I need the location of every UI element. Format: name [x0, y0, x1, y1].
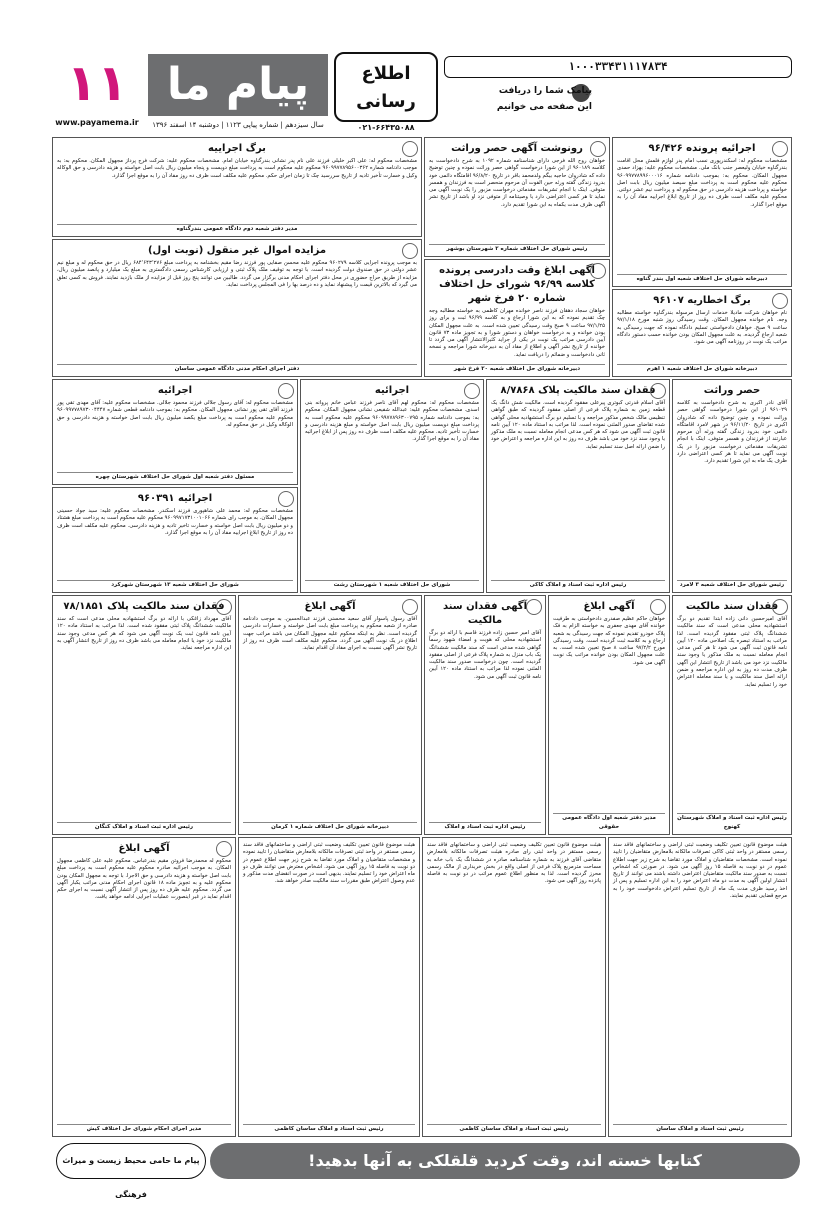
sms-box [444, 50, 792, 130]
bottom-banner: کتابها خسته اند، وقت کردید قلقلکی به آنها بدهید! [210, 1143, 800, 1179]
ad-text: خواهان سجاد دهقان فرزند ناصر خوانده مهران کاظمی به خواسته مطالبه وجه چک تقدیم نموده که به این شورا ارجاع و به کلاسه ۹۶/۹۹ ثبت و برای روز ۹۷/۱/۲۵ ساعت ۹ صبح وقت رسیدگی تعیین شده است. به علت مجهول المکان بودن خوانده و به درخواست خواهان و دستور شورا و به تجویز ماده ۷۳ قانون آیین دادرسی مراتب یک نوبت در یکی از جراید کثیرالانتشار آگهی می گردد تا خوانده از تاریخ نشر آگهی و اطلاع از مفاد آن به دبیرخانه شورا مراجعه و نسخه ثانی دادخواست و ضمائم را دریافت نماید. [429, 308, 605, 358]
ad-title: اجرائیه ۹۶۰۳۹۱ [137, 493, 213, 504]
ad-text: آقای رسول پاسوار آقای سعید محسنی فرزند عبدالحسین. به موجب دادنامه صادره از شعبه محکوم به پرداخت مبلغ بابت اصل خواسته و خسارات دادرسی گردیده است. نظر به اینکه محکوم علیه مجهول المکان می باشد مراتب جهت اطلاع در یک نوبت آگهی می گردد. محکوم علیه مکلف است ظرف ده روز از تاریخ نشر آگهی نسبت به اجرای مفاد آن اقدام نماید. [243, 616, 417, 652]
ad-card [300, 379, 484, 593]
ad-title: حصر وراثت [703, 385, 761, 396]
ad-footer: رئیس اداره ثبت اسناد و املاک کاکی [491, 580, 665, 590]
ad-text: محکوم له محمدرضا فروتن مقیم بندرعباس. محکوم علیه علی کاظمی مجهول المکان. به موجب اجرائیه صادره محکوم علیه محکوم است به پرداخت مبلغ بابت اصل خواسته و هزینه دادرسی و حق الاجرا. با توجه به مجهول المکان بودن محکوم علیه و به تجویز ماده ۱۸ قانون اجرای احکام مدنی مراتب یکبار آگهی می گردد. محکوم علیه ظرف ده روز پس از انتشار آگهی نسبت به اجرای حکم اقدام نماید در غیر اینصورت عملیات اجرایی ادامه خواهد یافت. [57, 858, 231, 901]
seal-icon [402, 141, 418, 157]
ad-text: هیئت موضوع قانون تعیین تکلیف وضعیت ثبتی اراضی و ساختمانهای فاقد سند رسمی مستقر در واحد ثبتی رای صادره هیئت تصرفات مالکانه بلامعارض متقاضی آقای فرزند به شماره شناسنامه صادره در ششدانگ یک باب خانه به مساحت مترمربع پلاک فرعی از اصلی واقع در بخش خریداری از مالک رسمی محرز گردیده است. لذا به منظور اطلاع عموم مراتب در دو نوبت به فاصله پانزده روز آگهی می شود. [427, 842, 601, 885]
newspaper-logo: پیام ما [148, 54, 328, 116]
ad-card [424, 595, 546, 835]
ad-title: آگهی ابلاغ [583, 601, 635, 612]
seal-icon [772, 293, 788, 309]
ad-footer: مدیر دفتر شعبه دوم دادگاه عمومی بندرگناوه [57, 224, 417, 234]
seal-icon [526, 599, 542, 615]
ad-card [52, 239, 422, 377]
seal-icon [216, 599, 232, 615]
seal-icon [650, 599, 666, 615]
masthead [52, 50, 792, 134]
ad-card [52, 487, 298, 593]
ad-footer: شورای حل اختلاف شعبه ۱ شهرستان رشت [305, 580, 479, 590]
ad-footer: رئیس ثبت اسناد و املاک ساسان [613, 1124, 787, 1134]
ad-card [424, 259, 610, 377]
ad-card [52, 137, 422, 237]
ad-footer: رئیس اداره ثبت اسناد و املاک [429, 822, 541, 832]
ad-text: آقای مهرداد زاغکی با ارائه دو برگ استشهادیه محلی مدعی است که سند مالکیت ششدانگ پلاک ثبتی مفقود شده است. لذا مراتب به استناد ماده ۱۲۰ آیین نامه قانون ثبت یک نوبت آگهی می شود که هر کس مدعی وجود سند مالکیت نزد خود یا انجام معامله می باشد ظرف ده روز از تاریخ انتشار آگهی به این اداره مراجعه نماید. [57, 616, 231, 652]
ad-card [238, 595, 422, 835]
ad-text: آقای نادر اکبری به شرح دادخواست به کلاسه ۹۶۱۰۲۹ از این شورا درخواست گواهی حصر وراثت نموده و چنین توضیح داده که شادروان اکبری در تاریخ ۹۶/۱۱/۲۰ در شهر لامرد اقامتگاه دائمی خود بدرود زندگی گفته ورثه آن مرحوم عبارتند از فرزندان و همسر متوفی. اینک با انجام تشریفات مقدماتی درخواست مزبور را در یک نوبت آگهی می نماید تا هر کسی اعتراضی دارد ظرف یک ماه به این شورا تقدیم دارد. [677, 400, 787, 465]
ad-card [52, 595, 236, 835]
ad-card [422, 837, 606, 1137]
seal-icon [772, 599, 788, 615]
seal-icon [650, 383, 666, 399]
ad-footer: رئیس اداره ثبت اسناد و املاک کنگان [57, 822, 231, 832]
ad-text: مشخصات محکوم له: محمد علی شاهپوری فرزند اسکندر. مشخصات محکوم علیه: سید جواد حسینی مجهول المکان. به موجب رای شماره ۹۶۰۹۹۷۱۷۳۱۰۰۱۰۶۶ محکوم علیه محکوم است به پرداخت مبلغ هشتاد و دو میلیون ریال بابت اصل خواسته و خسارت تاخیر تادیه و هزینه دادرسی. محکوم علیه مکلف است ظرف ده روز از تاریخ ابلاغ اجراییه مفاد آن را به موقع اجرا گذارد. [57, 508, 293, 536]
seal-icon [278, 383, 294, 399]
ad-text: هیئت موضوع قانون تعیین تکلیف وضعیت ثبتی اراضی و ساختمانهای فاقد سند رسمی مستقر در واحد ثبتی تصرفات مالکانه بلامعارض متقاضیان را تایید نموده و مشخصات متقاضیان و املاک مورد تقاضا به شرح زیر جهت اطلاع عموم در دو نوبت به فاصله ۱۵ روز آگهی می شود. اشخاص معترض می توانند ظرف دو ماه اعتراض خود را تسلیم نمایند. بدیهی است در صورت انقضای مدت مذکور و عدم وصول اعتراض طبق مقررات سند مالکیت صادر خواهد شد. [243, 842, 416, 885]
ad-text: هیئت موضوع قانون تعیین تکلیف وضعیت ثبتی اراضی و ساختمانهای فاقد سند رسمی مستقر در واحد ثبتی کاکی تصرفات مالکانه بلامعارض متقاضیان را تایید نموده است. مشخصات متقاضیان و املاک مورد تقاضا به شرح زیر جهت اطلاع عموم در دو نوبت به فاصله ۱۵ روز آگهی می شود. در صورتی که اشخاص نسبت به صدور سند مالکیت متقاضیان اعتراضی داشته باشند می توانند از تاریخ انتشار اولین آگهی به مدت دو ماه اعتراض خود را به این اداره تسلیم و پس از اخذ رسید ظرف مدت یک ماه از تاریخ تسلیم اعتراض دادخواست خود را به مرجع قضایی تقدیم نمایند. [613, 842, 787, 900]
seal-icon [278, 491, 294, 507]
ad-footer: دبیرخانه شورای حل اختلاف شعبه ۲۰ فرخ شهر [429, 364, 605, 374]
seal-icon [590, 263, 606, 279]
ad-footer: مدیر اجرای احکام شورای حل اختلاف کیش [57, 1124, 231, 1134]
ad-footer: شورای حل اختلاف شعبه ۱۳ شهرستان شهرکرد [57, 580, 293, 590]
ad-title: آگهی ابلاغ [304, 601, 356, 612]
page-number-box [52, 50, 142, 134]
page-number: ۱۱ [66, 54, 128, 112]
ad-title: اجرائیه [374, 385, 410, 396]
seal-icon [464, 383, 480, 399]
ad-card [52, 379, 298, 485]
ad-text: مشخصات محکوم له: آقای رسول جلالی فرزند محمود جلالی. مشخصات محکوم علیه: آقای مهدی تقی پور فرزند آقای تقی پور نشانی مجهول المکان. محکوم به: بموجب دادنامه قطعی شماره ۹۶۰۹۹۷۷۸۹۷۳۰۰۴۴۴۷ محکوم علیه محکوم است به پرداخت مبلغ یکصد میلیون ریال بابت اصل خواسته و هزینه دادرسی و حق الوکاله وکیل در حق محکوم له. [57, 400, 293, 428]
ad-footer: رئیس ثبت اسناد و املاک ساسان کاظمی [243, 1124, 415, 1134]
ad-text: آقای امیر حسین زاده فرزند قاسم با ارائه دو برگ استشهادیه محلی که هویت و امضاء شهود رسماً گواهی شده مدعی است که سند مالکیت ششدانگ یک باب منزل به شماره پلاک فرعی از اصلی مفقود گردیده است. چون درخواست صدور سند مالکیت المثنی نموده لذا مراتب به استناد ماده ۱۲۰ آیین نامه قانون ثبت آگهی می شود. [429, 630, 541, 680]
seal-icon [402, 243, 418, 259]
ad-card [424, 137, 610, 257]
ad-footer: مدیر دفتر شعبه اول دادگاه عمومی حقوقی [553, 813, 665, 832]
sms-line-2: این صفحه می خوانیم [496, 102, 592, 112]
seal-icon [590, 141, 606, 157]
ad-title: آگهی ابلاغ وقت دادرسی پرونده کلاسه ۹۶/۹۹ شورای حل اختلاف شماره ۲۰ فرخ شهر [439, 265, 595, 304]
ad-title: فقدان سند مالکیت پلاک ۸/۷۸۶۸ [500, 385, 656, 396]
ad-card [672, 379, 792, 593]
ad-card [612, 137, 792, 287]
ad-title: فقدان سند مالکیت پلاک ۷۸/۱۸۵۱ [63, 601, 225, 612]
ad-card [548, 595, 670, 835]
ad-card [52, 837, 236, 1137]
seal-icon [772, 141, 788, 157]
seal-icon [402, 599, 418, 615]
banner-subtitle: پیام ما حامی محیط زیست و میراث فرهنگی [56, 1143, 206, 1179]
issue-info: سال سیزدهم | شماره پیاپی ۱۱۲۳ | دوشنبه ۱۴ اسفند ۱۳۹۶ [152, 121, 324, 129]
ad-footer: دبیرخانه شورای حل اختلاف شماره ۱ کرمان [243, 822, 417, 832]
ad-text: مشخصات محکوم له: محکوم لهم آقای ناصر فرزند عباس خانم پروانه بنی اسدی. مشخصات محکوم علیه: عبدالله شفیعی نشانی مجهول المکان. محکوم به: بموجب دادنامه شماره ۹۶۰۹۹۷۷۸۹۶۳۰۰۷۹۵ محکوم علیه محکوم است به پرداخت مبلغ دویست میلیون ریال بابت اصل خواسته و مبلغ هزینه دادرسی و خسارت تأخیر تادیه. محکوم علیه مکلف است ظرف ده روز پس از ابلاغ اجرائیه مفاد آن را به موقع اجرا گذارد. [305, 400, 479, 443]
ad-title: اجرائیه [157, 385, 193, 396]
ad-title: برگ اجراییه [208, 143, 266, 154]
ad-title: آگهی ابلاغ [118, 843, 170, 854]
ad-card [612, 289, 792, 377]
ad-text: آقای امیرحسین دانی زاده ابتدا تقدیم دو برگ استشهادیه محلی مدعی است که سند مالکیت ششدانگ پلاک ثبتی مفقود گردیده است. لذا مراتب به استناد تبصره یک اصلاحی ماده ۱۲۰ آیین نامه قانون ثبت آگهی می شود تا هر کس مدعی انجام معامله نسبت به ملک مذکور یا وجود سند مالکیت نزد خود می باشد از تاریخ انتشار این آگهی ظرف مدت ده روز به این اداره مراجعه و ضمن ارائه اصل سند مالکیت و یا سند معامله اعتراض خود را تسلیم نماید. [677, 616, 787, 688]
website-link[interactable]: www.payamema.ir [55, 118, 139, 127]
ad-text: خواهان حاکم عظیم صفدری دادخواستی به طرفیت خوانده آقای مهدی جعفری به خواسته الزام به فک پلاک خودرو تقدیم نموده که جهت رسیدگی به شعبه ارجاع و به کلاسه ثبت گردیده است. وقت رسیدگی مورخ ۹۷/۲/۲ ساعت ۸ صبح تعیین شده است. به علت مجهول المکان بودن خوانده مراتب یک نوبت آگهی می شود. [553, 616, 665, 666]
ad-footer: مسئول دفتر شعبه اول شورای حل اختلاف شهرستان چهره [57, 472, 293, 482]
ad-footer: رئیس شورای حل اختلاف شماره ۲ شهرستان بوشهر [429, 244, 605, 254]
ad-card [238, 837, 420, 1137]
ad-text: آقای اسلام قدرتی کبوتری پیرعلی مفقود گردیده است. مالکیت شش دانگ یک قطعه زمین به شماره پلاک فرعی از اصلی مفقود گردیده که طبق گواهی تنظیمی مالک شخص مذکور مراجعه و با تسلیم دو برگ استشهادیه محلی گواهی شده تقاضای صدور المثنی نموده است. لذا مراتب به استناد ماده ۱۲۰ آیین نامه قانون ثبت آگهی می شود که هر کس مدعی انجام معامله نسبت به ملک مذکور یا وجود سند نزد خود می باشد ظرف ده روز به این اداره مراجعه و اعتراض خود را ضمن ارائه اصل سند تسلیم نماید. [491, 400, 665, 450]
ad-footer: رئیس شورای حل اختلاف شعبه ۳ لامرد [677, 580, 787, 590]
section-title: اطلاع رسانی [334, 52, 438, 122]
seal-icon [216, 841, 232, 857]
ad-title: اجرائیه پرونده ۹۶/۴۲۶ [648, 143, 756, 154]
ad-footer: رئیس اداره ثبت اسناد و املاک شهرستان کهنوج [677, 815, 787, 830]
ad-footer: دفتر اجرای احکام مدنی دادگاه عمومی ساسان [57, 364, 417, 374]
ad-card [672, 595, 792, 835]
ad-title: برگ اخطاریه ۹۶۱۰۷ [653, 295, 751, 306]
ad-title: آگهی فقدان سند مالکیت [442, 601, 528, 626]
phone-number: ۰۲۱-۶۶۴۳۵۰۸۸ [357, 123, 415, 132]
ad-footer: رئیس ثبت اسناد و املاک ساسان کاظمی [427, 1124, 601, 1134]
ad-footer: دبیرخانه شورای حل اختلاف شعبه ۱ اهرم [617, 364, 787, 374]
ad-title: رونوشت آگهی حصر وراثت [451, 143, 583, 154]
ad-text: خواهان روح الله فرجی دارای شناسنامه شماره ۱۰۹۲ به شرح دادخواست به کلاسه ۹۶۰۱۸۹ از این شورا درخواست گواهی حصر وراثت نموده و چنین توضیح داده که شادروان حاجیه بیگم ولدمحمد باقر در تاریخ ۹۶/۸/۲۰ اقامتگاه دائمی خود بدرود زندگی گفته ورثه حین الفوت آن مرحوم منحصر است به فرزندان و همسر متوفی. اینک با انجام تشریفات مقدماتی درخواست مزبور را یک نوبت آگهی می نماید تا هر کسی اعتراضی دارد یا وصیتنامه از متوفی نزد او باشد از تاریخ نشر آگهی ظرف مدت یکماه به این شورا تقدیم دارد. [429, 158, 605, 208]
ad-title: فقدان سند مالکیت [685, 601, 779, 612]
ad-text: مشخصات محکوم له: علی اکبر خلیلی فرزند علی نام پدر نشانی بندرگناوه خیابان امام. مشخصات محکوم علیه: شرکت فرج پرداز مجهول المکان. محکوم به: به موجب دادنامه شماره ۹۶۰۹۹۷۷۸۹۵۶۰۰۳۶۲ محکوم علیه محکوم است به پرداخت مبلغ دویست و پنجاه میلیون ریال بابت اصل خواسته و هزینه دادرسی و حق الوکاله وکیل و خسارت تأخیر تادیه از تاریخ سررسید چک تا زمان اجرای حکم. محکوم علیه مکلف است ظرف ده روز مفاد آن را به موقع اجرا گذارد. [57, 158, 417, 179]
sms-number: ۱۰۰۰۳۳۴۳۱۱۱۷۸۳۴ [444, 56, 792, 78]
ad-title: مزایده اموال غیر منقول (نوبت اول) [147, 245, 327, 256]
ads-grid [52, 137, 792, 1137]
ad-footer: دبیرخانه شورای حل اختلاف شعبه اول بندر گناوه [617, 274, 787, 284]
ad-text: مشخصات محکوم له: اسکندرپوری نسب امام پدر لوازم فلمش محل اقامت بندرگناوه خیابان ولیعصر جنب بانک ملی. مشخصات محکوم علیه: بهزاد حمدی مجهول المکان. محکوم به: بموجب دادنامه شماره ۹۶۰۹۹۷۷۸۹۹۶۰۰۰۱۶ محکوم علیه محکوم است به پرداخت مبلغ سیصد میلیون ریال بابت اصل خواسته و پرداخت هزینه دادرسی در حق محکوم له و پرداخت نیم عشر دولتی. محکوم علیه مکلف است ظرف ده روز از تاریخ ابلاغ اجراییه مفاد آن را به موقع اجرا گذارد. [617, 158, 787, 208]
sms-line-1: پیامک شما را دریافت [498, 86, 592, 96]
ad-text: نام خواهان شرکت مادیلا خدمات ارسال مرسوله بندرگناوه خواسته مطالبه وجه. نام خوانده مجهول المکان. وقت رسیدگی روز شنبه مورخ ۹۷/۱/۱۸ ساعت ۹ صبح. خواهان دادخواستی تسلیم دادگاه نموده که جهت رسیدگی به شعبه ارجاع گردیده. به علت مجهول المکان بودن خوانده حسب دستور دادگاه مراتب یک نوبت در روزنامه آگهی می شود. [617, 310, 787, 346]
ad-card [608, 837, 792, 1137]
ad-text: به موجب پرونده اجرایی کلاسه ۹۶۰۲۷۹ محکوم علیه محسن صفایی پور فرزند رضا مقیم بخشنامه به پرداخت مبلغ ۶۸۴٬۶۴۳٬۲۷۶ ریال در حق محکوم له و مبلغ نیم عشر دولتی در حق صندوق دولت گردیده است. با توجه به توقیف ملک پلاک ثبتی و ارزیابی کارشناس رسمی دادگستری به مبلغ یک میلیارد و پانصد میلیون ریال، مزایده از طریق حراج حضوری در محل دفتر اجرای احکام مدنی برگزار می گردد. طالبین می توانند پنج روز قبل از مزایده از ملک بازدید نمایند. فروش به کسی تعلق می گیرد که بالاترین قیمت را پیشنهاد نماید و ده درصد بها را فی المجلس پرداخت نماید. [57, 260, 418, 288]
ad-card [486, 379, 670, 593]
